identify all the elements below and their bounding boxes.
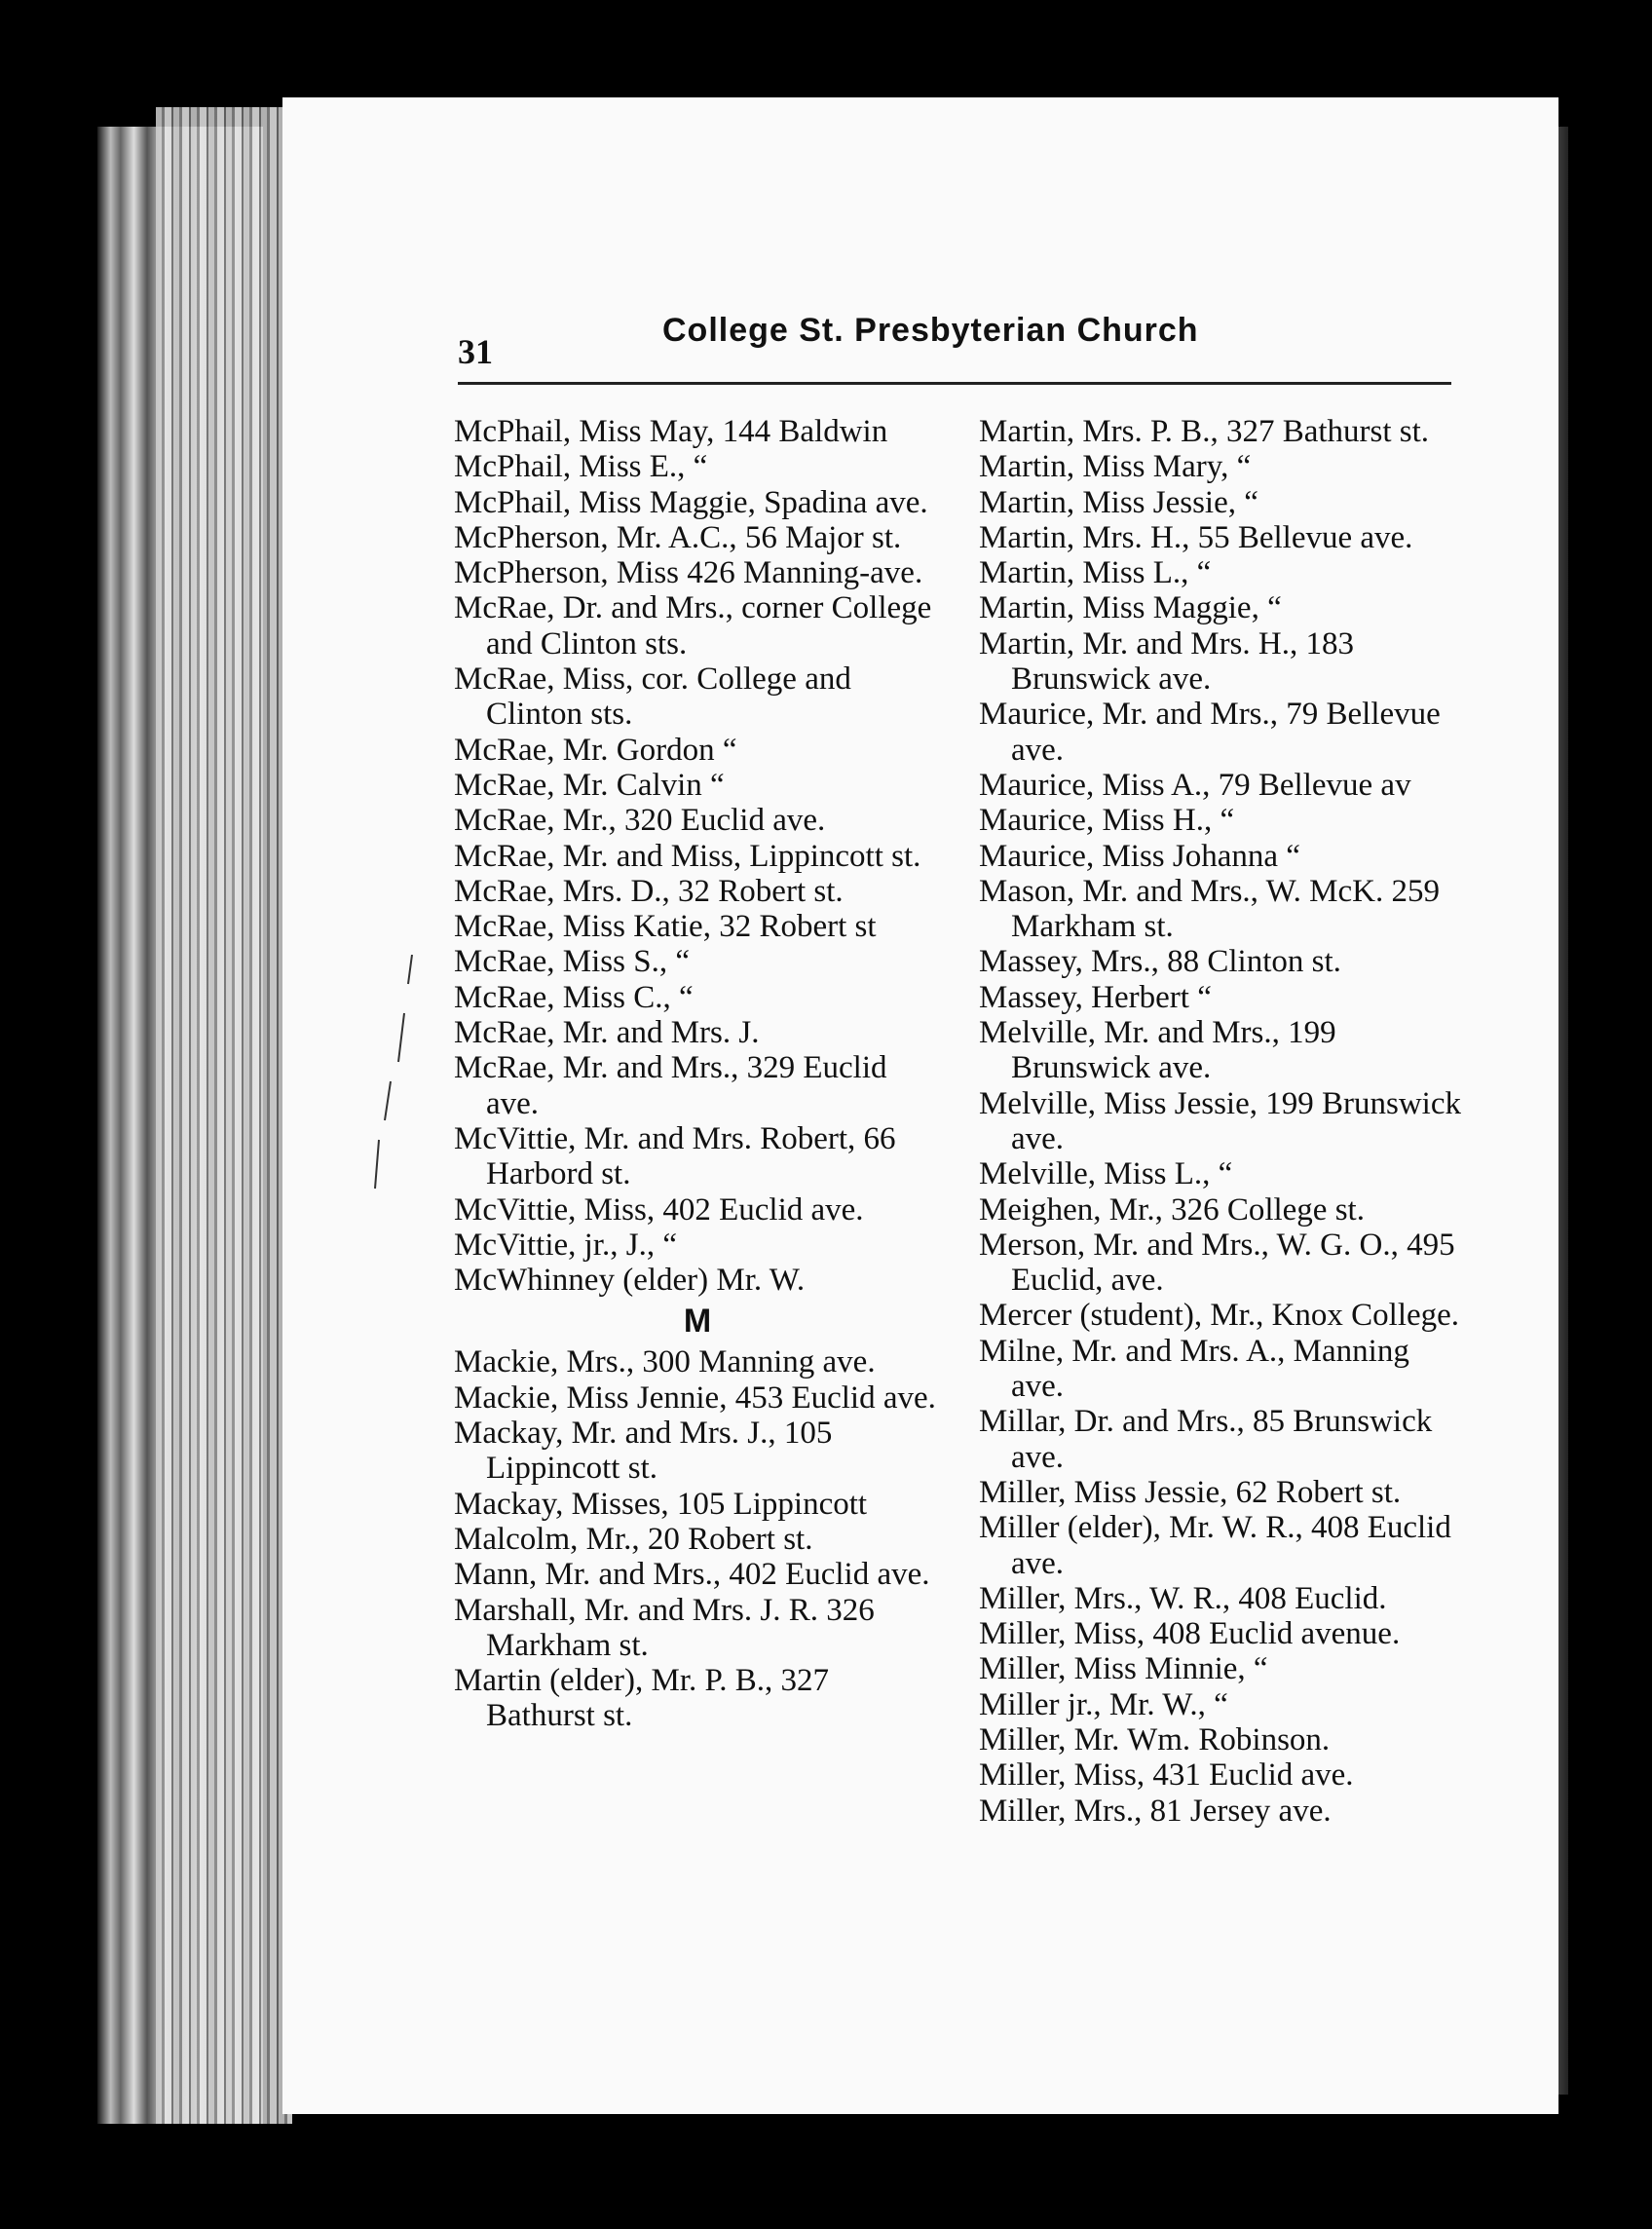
list-item: Miller, Miss Minnie, “ [979,1651,1268,1687]
list-item: McRae, Miss, cor. College and Clinton sts. [454,661,851,733]
list-item: McPhail, Miss May, 144 Baldwin [454,414,888,449]
list-item: Melville, Miss Jessie, 199 Brunswick ave. [979,1085,1461,1156]
list-item: Mackay, Mr. and Mrs. J., 105 Lippincott st. [454,1416,833,1487]
list-item: McPherson, Mr. A.C., 56 Major st. [454,519,902,555]
list-item: McPhail, Miss E., “ [454,449,708,485]
right-column [979,414,1466,1829]
list-item: McRae, Mr. and Mrs., 329 Euclid ave. [454,1050,887,1121]
list-item: McVittie, Mr. and Mrs. Robert, 66 Harbord st. [454,1120,896,1192]
list-item: Milne, Mr. and Mrs. A., Manning ave. [979,1333,1409,1405]
list-item: McRae, Miss S., “ [454,944,690,980]
list-item: Miller, Mrs., 81 Jersey ave. [979,1793,1332,1829]
list-item: Maurice, Miss H., “ [979,803,1235,839]
list-item: Mackie, Mrs., 300 Manning ave. [454,1344,876,1380]
list-item: Martin (elder), Mr. P. B., 327 Bathurst st. [454,1663,829,1734]
list-item: Mackay, Misses, 105 Lippincott [454,1486,868,1522]
list-item: McPherson, Miss 426 Manning-ave. [454,555,923,591]
list-item: McRae, Miss C., “ [454,979,694,1015]
list-item: Miller, Mrs., W. R., 408 Euclid. [979,1580,1387,1616]
list-item: Martin, Miss Mary, “ [979,449,1252,485]
list-item: McVittie, jr., J., “ [454,1227,677,1263]
list-item: Maurice, Miss A., 79 Bellevue av [979,767,1411,803]
page-number: 31 [458,332,493,371]
list-item: Martin, Mrs. H., 55 Bellevue ave. [979,519,1413,555]
list-item: Martin, Mrs. P. B., 327 Bathurst st. [979,414,1430,449]
section-letter-heading: M [683,1303,712,1341]
list-item: Mason, Mr. and Mrs., W. McK. 259 Markham st. [979,873,1441,945]
list-item: McRae, Mr. and Mrs. J. [454,1015,760,1051]
list-item: Merson, Mr. and Mrs., W. G. O., 495 Euclid, ave. [979,1227,1455,1299]
list-item: McRae, Mr. and Miss, Lippincott st. [454,838,921,874]
running-title: College St. Presbyterian Church [662,312,1199,349]
list-item: Melville, Miss L., “ [979,1156,1233,1192]
list-item: Miller, Miss, 408 Euclid avenue. [979,1616,1401,1652]
list-item: Martin, Miss Jessie, “ [979,484,1258,520]
list-item: Miller, Miss, 431 Euclid ave. [979,1757,1354,1794]
list-item: Mackie, Miss Jennie, 453 Euclid ave. [454,1379,936,1416]
list-item: Maurice, Mr. and Mrs., 79 Bellevue ave. [979,697,1441,768]
list-item: Massey, Mrs., 88 Clinton st. [979,944,1341,980]
page-edges [156,107,292,2124]
list-item: McRae, Dr. and Mrs., corner College and Clinton sts. [454,590,932,661]
list-item: Mann, Mr. and Mrs., 402 Euclid ave. [454,1557,930,1593]
list-item: McPhail, Miss Maggie, Spadina ave. [454,484,928,520]
list-item: Martin, Miss L., “ [979,555,1212,591]
list-item: McRae, Mr. Gordon “ [454,732,737,768]
list-item: Miller, Miss Jessie, 62 Robert st. [979,1474,1402,1510]
margin-pencil-marks [365,955,424,1208]
list-item: McVittie, Miss, 402 Euclid ave. [454,1191,864,1228]
list-item: Miller (elder), Mr. W. R., 408 Euclid ave. [979,1510,1451,1581]
list-item: Massey, Herbert “ [979,979,1212,1015]
page-header [458,312,1471,370]
list-item: Malcolm, Mr., 20 Robert st. [454,1521,813,1557]
header-rule [458,382,1451,385]
list-item: McRae, Mr. Calvin “ [454,767,725,803]
list-item: Melville, Mr. and Mrs., 199 Brunswick ave. [979,1015,1336,1086]
list-item: McRae, Miss Katie, 32 Robert st [454,909,877,945]
left-column [454,414,941,1734]
list-item: Millar, Dr. and Mrs., 85 Brunswick ave. [979,1404,1433,1475]
list-item: McRae, Mrs. D., 32 Robert st. [454,873,844,909]
list-item: Martin, Mr. and Mrs. H., 183 Brunswick ave. [979,625,1354,698]
list-item: Miller jr., Mr. W., “ [979,1686,1228,1722]
list-item: Marshall, Mr. and Mrs. J. R. 326 Markham st. [454,1592,875,1663]
list-item: Martin, Miss Maggie, “ [979,590,1282,626]
list-item: McRae, Mr., 320 Euclid ave. [454,803,826,839]
list-item: Meighen, Mr., 326 College st. [979,1191,1365,1228]
list-item: Maurice, Miss Johanna “ [979,838,1300,874]
list-item: Mercer (student), Mr., Knox College. [979,1298,1460,1334]
list-item: McWhinney (elder) Mr. W. [454,1263,806,1299]
list-item: Miller, Mr. Wm. Robinson. [979,1721,1331,1757]
